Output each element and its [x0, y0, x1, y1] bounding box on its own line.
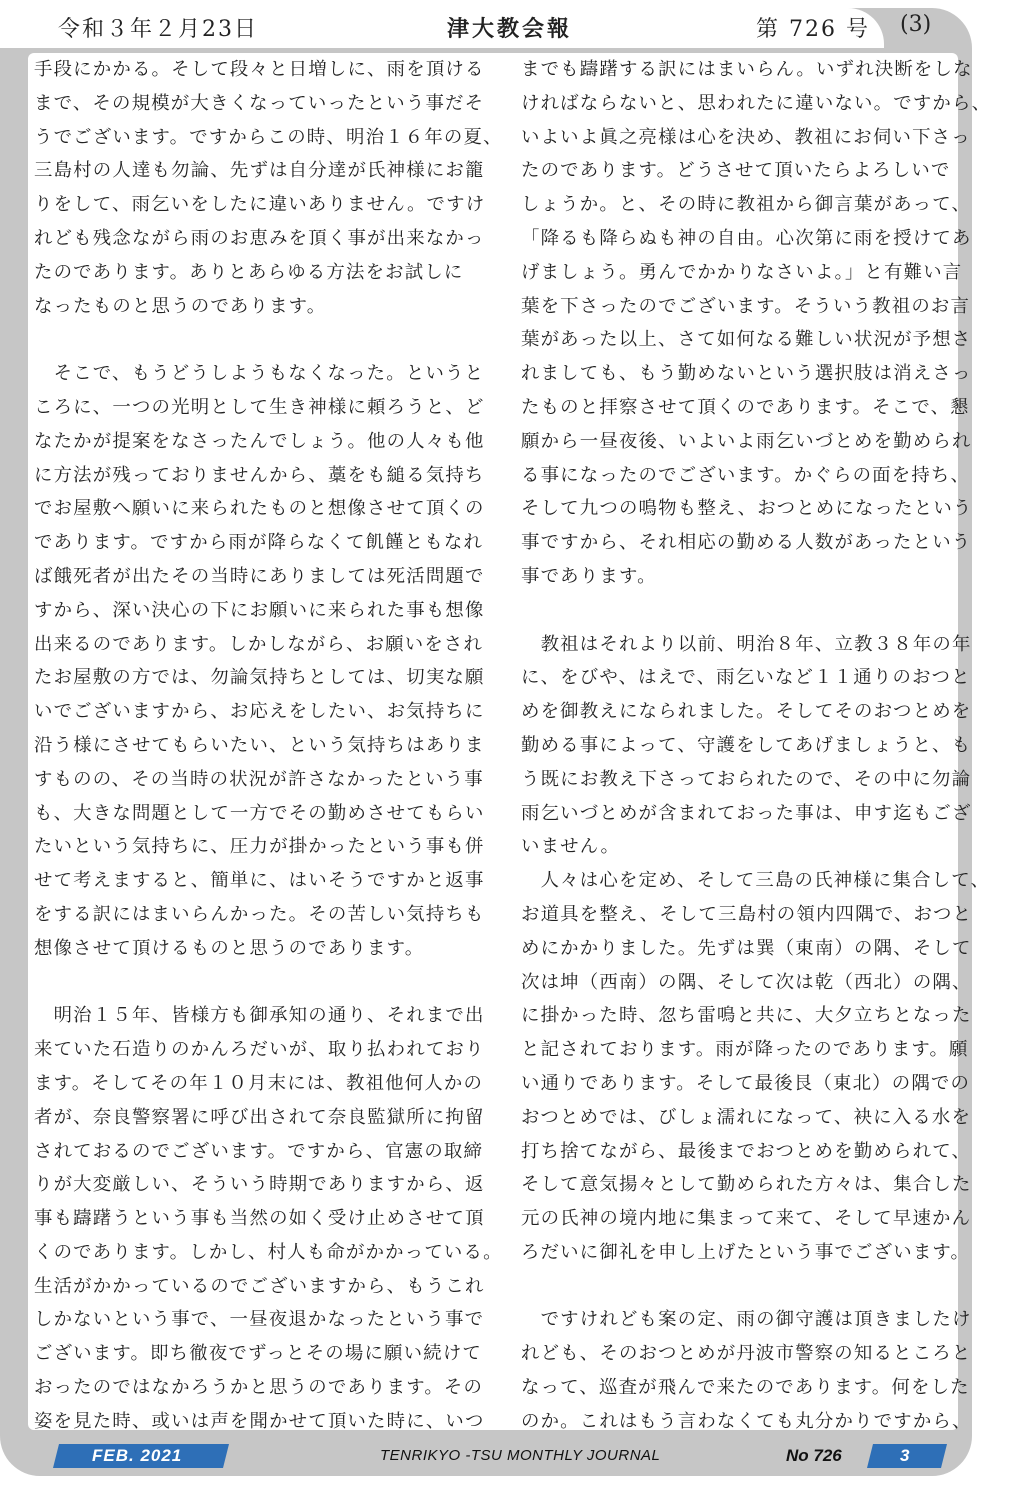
- footer-date: FEB. 2021: [92, 1446, 183, 1465]
- text-line: 来ていた石造りのかんろだいが、取り払われており: [34, 1039, 485, 1061]
- text-line: おつとめでは、びしょ濡れになって、袂に入る水を: [521, 1106, 972, 1128]
- text-line: そして九つの鳴物も整え、おつとめになったという: [521, 498, 973, 520]
- text-line: おったのではなかろうかと思うのであります。その: [34, 1377, 484, 1399]
- text-line: 出来るのであります。しかしながら、お願いをされ: [34, 633, 484, 655]
- text-line: 事ですから、それ相応の勤める人数があったという: [521, 532, 972, 554]
- text-line: ころに、一つの光明として生き神様に頼ろうと、ど: [34, 396, 485, 418]
- text-line: 次は坤（西南）の隅、そして次は乾（西北）の隅、: [521, 971, 972, 993]
- text-line: 教祖はそれより以前、明治８年、立教３８年の年: [521, 633, 972, 655]
- text-line: 沿う様にさせてもらいたい、という気持ちはありま: [34, 734, 485, 756]
- text-line: る事になったのでございます。かぐらの面を持ち、: [521, 464, 971, 486]
- text-line: 葉を下さったのでございます。そういう教祖のお言: [521, 295, 971, 317]
- text-line: しょうか。と、その時に教祖から御言葉があって、: [521, 194, 972, 216]
- article-body: [28, 53, 992, 1432]
- footer-issue-number: No 726: [786, 1446, 842, 1465]
- text-line: 「降るも降らぬも神の自由。心次第に雨を授けてあ: [521, 227, 972, 249]
- text-line: [521, 594, 991, 628]
- text-line: りが大変厳しい、そういう時期でありますから、返: [34, 1174, 485, 1196]
- text-line: 願から一昼夜後、いよいよ雨乞いづとめを勤められ: [521, 430, 972, 452]
- text-line: なったものと思うのであります。: [34, 295, 327, 317]
- text-line: めにかかりました。先ずは巽（東南）の隅、そして: [521, 937, 972, 959]
- text-line: 勤める事によって、守護をしてあげましょうと、も: [521, 734, 972, 756]
- text-line: ば餓死者が出たその当時にありましては死活問題で: [34, 565, 485, 587]
- text-line: に掛かった時、忽ち雷鳴と共に、大夕立ちとなった: [521, 1005, 972, 1027]
- text-line: されておるのでございます。ですから、官憲の取締: [34, 1140, 484, 1162]
- text-line: いません。: [521, 836, 621, 858]
- text-line: までも躊躇する訳にはまいらん。いずれ決断をしな: [521, 59, 973, 80]
- text-line: も、大きな問題として一方でその勤めさせてもらい: [34, 802, 485, 824]
- text-line: 明治１５年、皆様方も御承知の通り、それまで出: [34, 1005, 485, 1027]
- text-line: い通りであります。そして最後艮（東北）の隅での: [521, 1072, 971, 1094]
- text-line: めを御教えになられました。そしてそのおつとめを: [521, 701, 972, 723]
- issue-number: 第 726 号: [756, 17, 870, 42]
- text-line: れども、そのおつとめが丹波市警察の知るところと: [521, 1343, 972, 1365]
- text-line: 手段にかかる。そして段々と日増しに、雨を頂ける: [34, 59, 485, 80]
- text-line: 三島村の人達も勿論、先ずは自分達が氏神様にお籠: [34, 160, 485, 182]
- text-line: 元の氏神の境内地に集まって来て、そして早速かん: [521, 1208, 972, 1230]
- text-line: でお屋敷へ願いに来られたものと想像させて頂くの: [34, 498, 485, 520]
- text-line: う既にお教え下さっておられたので、その中に勿論: [521, 768, 972, 790]
- text-line: と記されております。雨が降ったのであります。願: [521, 1039, 969, 1061]
- text-line: ろだいに御礼を申し上げたという事でございます。: [521, 1241, 971, 1263]
- text-line: 人々は心を定め、そして三島の氏神様に集合して、: [521, 870, 991, 892]
- text-line: 想像させて頂けるものと思うのであります。: [34, 937, 425, 959]
- text-line: [34, 323, 503, 357]
- text-line: ければならないと、思われたに違いない。ですから、: [521, 92, 992, 114]
- text-line: りをして、雨乞いをしたに違いありません。ですけ: [34, 194, 486, 216]
- text-line: をする訳にはまいらんかった。その苦しい気持ちも: [34, 903, 485, 925]
- text-line: たお屋敷の方では、勿論気持ちとしては、切実な願: [34, 667, 485, 689]
- text-line: に方法が残っておりませんから、藁をも縋る気持ち: [34, 464, 485, 486]
- text-line: [521, 1270, 991, 1304]
- footer-journal-name: TENRIKYO -TSU MONTHLY JOURNAL: [380, 1447, 661, 1464]
- text-line: すから、深い決心の下にお願いに来られた事も想像: [34, 599, 485, 621]
- footer-page-number: 3: [900, 1446, 910, 1465]
- text-line: げましょう。勇んでかかりなさいよ。」と有難い言: [521, 261, 963, 283]
- text-line: れましても、もう勤めないという選択肢は消えさっ: [521, 363, 972, 385]
- text-line: いよいよ眞之亮様は心を決め、教祖にお伺い下さっ: [521, 126, 971, 148]
- text-line: たいという気持ちに、圧力が掛かったという事も併: [34, 836, 485, 858]
- text-line: に、をびや、はえで、雨乞いなど１１通りのおつと: [521, 667, 971, 689]
- text-line: 生活がかかっているのでございますから、もうこれ: [34, 1275, 485, 1297]
- left-column: [34, 53, 503, 1439]
- text-line: 事であります。: [521, 565, 657, 587]
- text-line: 葉があった以上、さて如何なる難しい状況が予想さ: [521, 329, 972, 351]
- text-line: しかないという事で、一昼夜退かなったという事で: [34, 1309, 485, 1331]
- text-line: 雨乞いづとめが含まれておった事は、申す迄もござ: [521, 802, 972, 824]
- text-line: [34, 966, 503, 1000]
- header-page-number: (3): [900, 12, 932, 37]
- text-line: まで、その規模が大きくなっていったという事だそ: [34, 92, 485, 114]
- text-line: いでございますから、お応えをしたい、お気持ちに: [34, 701, 485, 723]
- text-line: すものの、その当時の状況が許さなかったという事: [34, 768, 484, 790]
- text-line: たものと拝察させて頂くのであります。そこで、懇: [521, 396, 970, 418]
- text-line: ます。そしてその年１０月末には、教祖他何人かの: [34, 1072, 484, 1094]
- text-line: 事も躊躇うという事も当然の如く受け止めさせて頂: [34, 1208, 485, 1230]
- text-line: たのであります。ありとあらゆる方法をお試しに: [34, 261, 464, 283]
- text-line: 者が、奈良警察署に呼び出されて奈良監獄所に拘留: [34, 1106, 485, 1128]
- text-line: 姿を見た時、或いは声を聞かせて頂いた時に、いつ: [34, 1410, 485, 1432]
- text-line: うでございます。ですからこの時、明治１６年の夏、: [34, 126, 503, 148]
- footer: [0, 1440, 1019, 1470]
- text-line: なたかが提案をなさったんでしょう。他の人々も他: [34, 430, 485, 452]
- text-line: であります。ですから雨が降らなくて飢饉ともなれ: [34, 532, 484, 554]
- text-line: れども残念ながら雨のお恵みを頂く事が出来なかっ: [34, 227, 485, 249]
- header-date: 令和３年２月23日: [58, 17, 258, 42]
- text-line: せて考えますると、簡単に、はいそうですかと返事: [34, 870, 485, 892]
- text-line: くのであります。しかし、村人も命がかかっている。: [34, 1241, 503, 1263]
- text-line: お道具を整え、そして三島村の領内四隅で、おつと: [521, 903, 973, 925]
- text-line: のか。これはもう言わなくても丸分かりですから、: [521, 1410, 972, 1432]
- text-line: なって、巡査が飛んで来たのであります。何をした: [521, 1377, 970, 1399]
- right-column: [521, 53, 991, 1439]
- newsletter-title: 津大教会報: [447, 16, 573, 42]
- text-line: たのであります。どうさせて頂いたらよろしいで: [521, 160, 951, 182]
- text-line: そして意気揚々として勤められた方々は、集合した: [521, 1174, 972, 1196]
- text-line: ございます。即ち徹夜でずっとその場に願い続けて: [34, 1343, 483, 1365]
- text-line: そこで、もうどうしようもなくなった。というと: [34, 363, 485, 385]
- text-line: 打ち捨てながら、最後までおつとめを勤められて、: [521, 1140, 972, 1162]
- text-line: ですけれども案の定、雨の御守護は頂きましたけ: [521, 1309, 972, 1331]
